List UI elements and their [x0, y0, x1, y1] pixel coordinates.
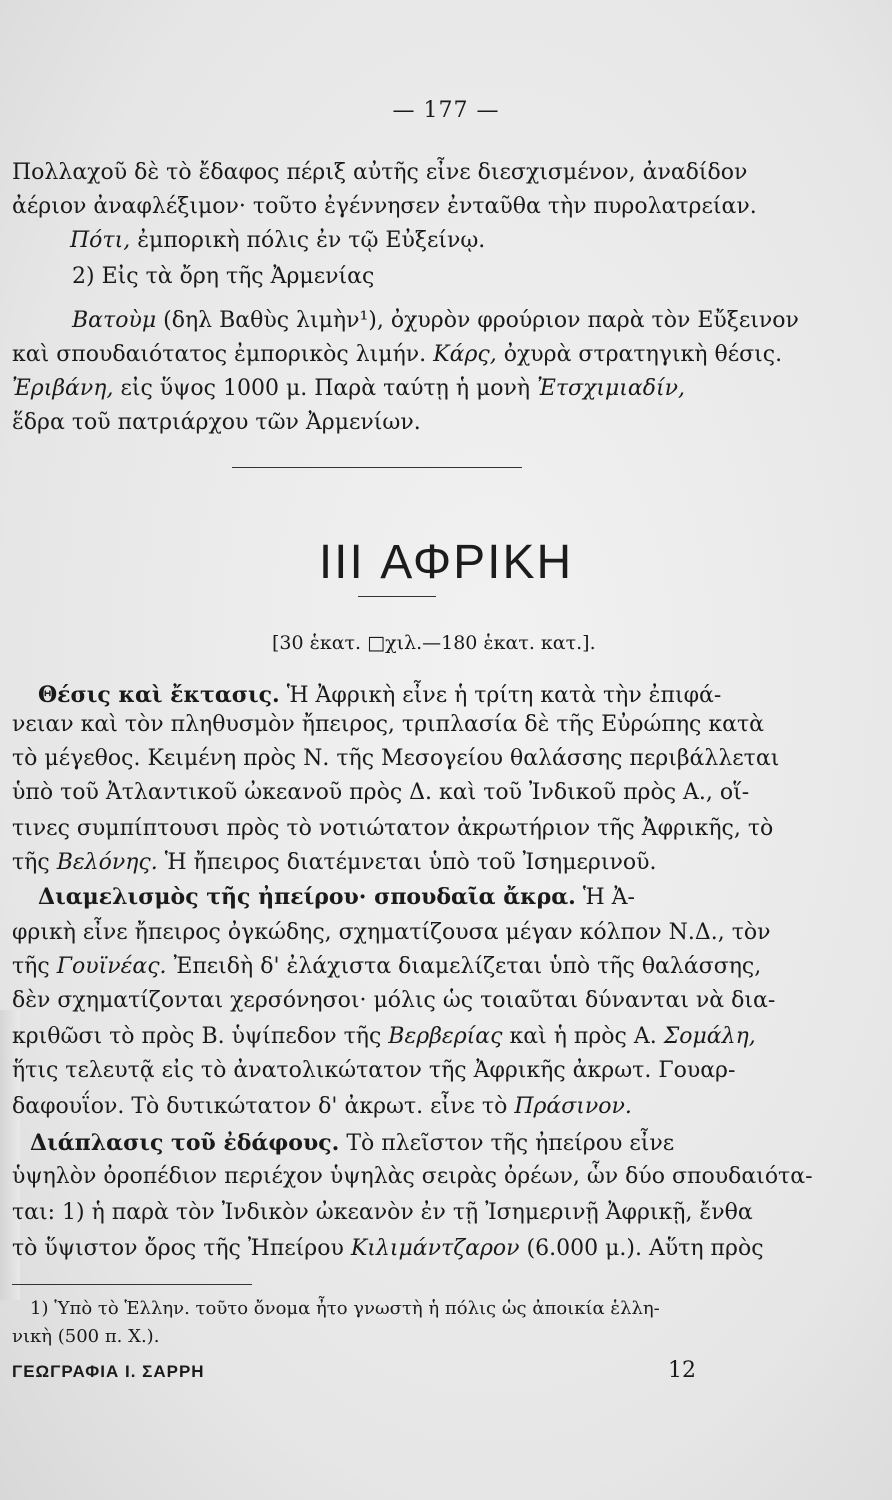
- footnote-rule: [12, 1284, 252, 1285]
- footnote-line: νικὴ (500 π. Χ.).: [12, 1326, 160, 1347]
- place-name: Σομάλη,: [663, 1024, 756, 1049]
- paragraph-heading: Διάπλασις τοῦ ἐδάφους.: [30, 1130, 340, 1156]
- text-line: ὑπὸ τοῦ Ἀτλαντικοῦ ὠκεανοῦ πρὸς Δ. καὶ τοῦ Ἰνδικοῦ πρὸς Α., οἵ-: [12, 780, 750, 805]
- signature-mark: 12: [668, 1358, 696, 1383]
- text-line: [12, 848, 656, 878]
- text-line: δὲν σχηματίζονται χερσόνησοι· μόλις ὡς τοιαῦται δύνανται νὰ δια-: [12, 988, 776, 1013]
- text-span: κριθῶσι τὸ πρὸς Β. ὑψίπεδον τῆς: [12, 1024, 382, 1049]
- text-line: [72, 306, 799, 336]
- text-line: τινες συμπίπτουσι πρὸς τὸ νοτιώτατον ἀκρωτήριον τῆς Ἀφρικῆς, τὸ: [12, 816, 774, 841]
- place-name: Βερβερίας: [388, 1024, 503, 1049]
- place-name: Πράσινον.: [514, 1094, 632, 1119]
- text-line: ἀέριον ἀναφλέξιμον· τοῦτο ἐγέννησεν ἐνταῦθα τὴν πυρολατρείαν.: [12, 194, 757, 219]
- text-span: Τὸ πλεῖστον τῆς ἠπείρου εἶνε: [346, 1131, 675, 1156]
- text-line: [30, 1128, 674, 1159]
- place-name: Γουϊνέας.: [56, 954, 167, 979]
- text-span: Ἡ Ἀ-: [582, 885, 635, 910]
- section-title: III ΑΦΡΙΚΗ: [318, 536, 574, 589]
- text-line: ται: 1) ἡ παρὰ τὸν Ἰνδικὸν ὠκεανὸν ἐν τῇ Ἰσημερινῇ Ἀφρικῇ, ἔνθα: [12, 1200, 753, 1225]
- place-name: Κάρς,: [433, 342, 497, 367]
- place-name: Βατοὺμ: [72, 308, 157, 333]
- place-name: Ἐτσχιμιαδίν,: [537, 376, 686, 401]
- area-population-stats: [30 ἑκατ. □χιλ.—180 ἑκατ. κατ.].: [272, 632, 596, 654]
- text-line: [70, 226, 485, 256]
- text-line: ἕδρα τοῦ πατριάρχου τῶν Ἀρμενίων.: [12, 410, 421, 435]
- text-span: τῆς: [12, 850, 50, 875]
- text-span: (δηλ Βαθὺς λιμὴν¹), ὀχυρὸν φρούριον παρὰ τὸν Εὔξεινον: [163, 308, 799, 333]
- footnote-line: 1) Ὑπὸ τὸ Ἑλλην. τοῦτο ὄνομα ἦτο γνωστὴ ἡ πόλις ὡς ἀποικία ἑλλη-: [30, 1298, 660, 1319]
- text-line: ὑψηλὸν ὀροπέδιον περιέχον ὑψηλὰς σειρὰς ὀρέων, ὧν δύο σπουδαιότα-: [12, 1164, 813, 1189]
- book-title-footer: ΓΕΩΓΡΑΦΙΑ Ι. ΣΑΡΡΗ: [12, 1362, 205, 1381]
- text-line: φρικὴ εἶνε ἤπειρος ὀγκώδης, σχηματίζουσα μέγαν κόλπον Ν.Δ., τὸν: [12, 920, 771, 945]
- text-line: νειαν καὶ τὸν πληθυσμὸν ἤπειρος, τριπλασία δὲ τῆς Εὐρώπης κατὰ: [12, 712, 764, 737]
- text-span: τῆς: [12, 954, 50, 979]
- text-line: [12, 1022, 756, 1052]
- place-name: Βελόνης.: [56, 850, 158, 875]
- text-line: [12, 340, 782, 370]
- text-span: Ἡ Ἀφρικὴ εἶνε ἡ τρίτη κατὰ τὴν ἐπιφά-: [286, 683, 722, 708]
- text-line: τὸ μέγεθος. Κειμένη πρὸς Ν. τῆς Μεσογείου θαλάσσης περιβάλλεται: [12, 746, 780, 771]
- text-span: τὸ ὕψιστον ὄρος τῆς Ἠπείρου: [12, 1236, 344, 1261]
- text-span: καὶ ἡ πρὸς Α.: [509, 1024, 657, 1049]
- text-line: [12, 374, 685, 404]
- text-span: εἰς ὕψος 1000 μ. Παρὰ ταύτῃ ἡ μονὴ: [120, 376, 531, 401]
- title-underline: [358, 596, 436, 597]
- text-span: ἐμπορικὴ πόλις ἐν τῷ Εὐξείνῳ.: [137, 228, 486, 253]
- text-span: καὶ σπουδαιότατος ἐμπορικὸς λιμήν.: [12, 342, 427, 367]
- paragraph-heading: Διαμελισμὸς τῆς ἠπείρου· σπουδαῖα ἄκρα.: [38, 884, 576, 910]
- place-name: Ἐριβάνη,: [12, 376, 114, 401]
- armenia-heading: 2) Εἰς τὰ ὄρη τῆς Ἀρμενίας: [72, 264, 375, 289]
- text-span: Ἐπειδὴ δ' ἐλάχιστα διαμελίζεται ὑπὸ τῆς θαλάσσης,: [173, 954, 762, 979]
- text-span: ὀχυρὰ στρατηγικὴ θέσις.: [503, 342, 783, 367]
- section-divider: [232, 467, 522, 468]
- text-line: [38, 882, 635, 913]
- text-line: [12, 952, 761, 982]
- text-line: ἥτις τελευτᾷ εἰς τὸ ἀνατολικώτατον τῆς Ἀφρικῆς ἀκρωτ. Γουαρ-: [12, 1058, 736, 1083]
- text-line: [12, 1092, 632, 1122]
- text-span: δαφουΐον. Τὸ δυτικώτατον δ' ἀκρωτ. εἶνε τὸ: [12, 1094, 508, 1119]
- mountain-name: Κιλιμάντζαρον: [350, 1236, 520, 1261]
- page-number: — 177 —: [392, 98, 500, 123]
- text-span: (6.000 μ.). Αὕτη πρὸς: [526, 1236, 764, 1261]
- paragraph-heading: Θέσις καὶ ἔκτασις.: [38, 682, 280, 708]
- place-name: Πότι,: [70, 228, 131, 253]
- text-line: [38, 680, 721, 711]
- text-span: Ἡ ἤπειρος διατέμνεται ὑπὸ τοῦ Ἰσημερινοῦ.: [164, 850, 657, 875]
- text-line: Πολλαχοῦ δὲ τὸ ἔδαφος πέριξ αὐτῆς εἶνε διεσχισμένον, ἀναδίδον: [12, 160, 748, 185]
- text-line: [12, 1234, 764, 1264]
